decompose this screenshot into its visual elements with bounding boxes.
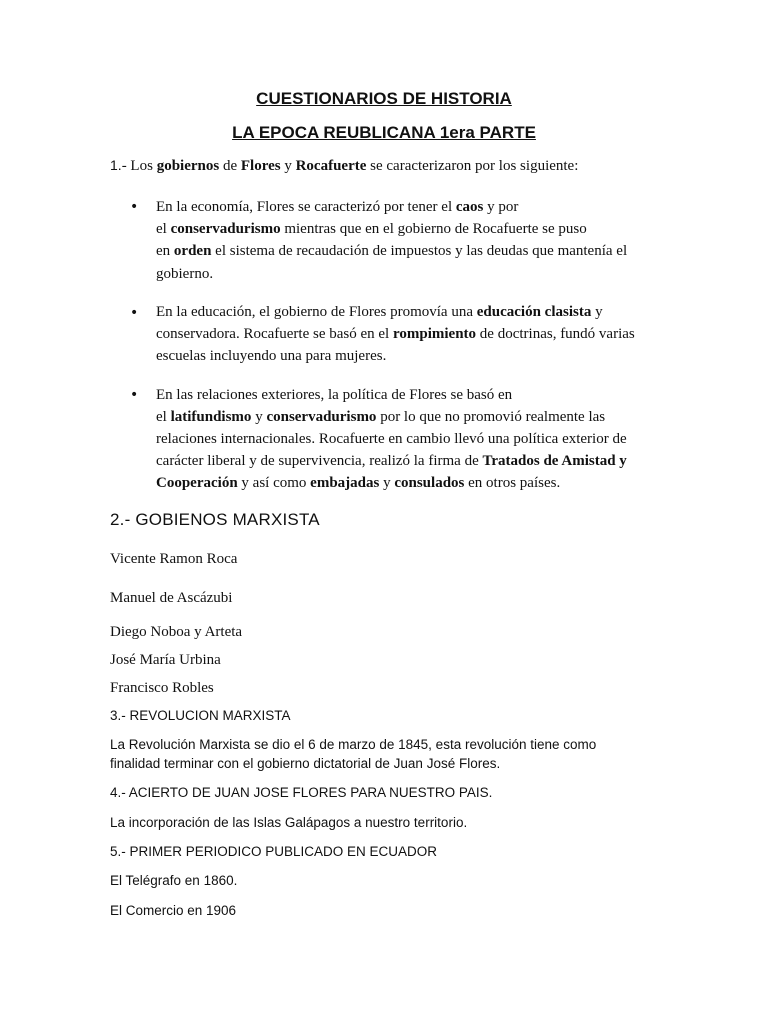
- bold-term: Rocafuerte: [295, 158, 367, 174]
- question-4-heading: 4.- ACIERTO DE JUAN JOSE FLORES PARA NUESTRO PAIS.: [110, 785, 493, 800]
- text-line: En las relaciones exteriores, la política de Flores se basó en: [156, 387, 513, 403]
- bold-term: Flores: [240, 158, 281, 174]
- name-item: Manuel de Ascázubi: [110, 590, 233, 606]
- text-run: mientras que en el gobierno de Rocafuerte se puso: [280, 221, 587, 237]
- text-run: conservadora. Rocafuerte se basó en el: [156, 326, 393, 342]
- bold-term: Cooperación: [156, 475, 238, 491]
- text-line: [156, 472, 560, 494]
- text-line: [156, 301, 603, 323]
- question-5-heading: 5.- PRIMER PERIODICO PUBLICADO EN ECUADOR: [110, 844, 438, 859]
- bold-term: consulados: [394, 475, 465, 491]
- text-run: y: [379, 475, 395, 491]
- text-run: de: [219, 158, 241, 174]
- question-number: 1.: [110, 157, 122, 173]
- name-item: Diego Noboa y Arteta: [110, 624, 243, 640]
- bold-term: conservadurismo: [170, 221, 281, 237]
- question-2-heading: 2.- GOBIENOS MARXISTA: [110, 510, 320, 529]
- text-run: se caracterizaron por los siguiente:: [366, 158, 579, 174]
- bold-term: rompimiento: [392, 326, 477, 342]
- text-line: [156, 323, 635, 345]
- text-line: [156, 218, 587, 240]
- text-line: relaciones internacionales. Rocafuerte en cambio llevó una política exterior de: [156, 431, 627, 447]
- bold-term: conservadurismo: [266, 409, 377, 425]
- text-line: escuelas incluyendo una para mujeres.: [156, 348, 387, 364]
- text-run: y: [251, 409, 267, 425]
- answer-4: La incorporación de las Islas Galápagos a nuestro territorio.: [110, 815, 468, 830]
- answer-5-item: El Telégrafo en 1860.: [110, 873, 238, 888]
- bold-term: caos: [455, 199, 484, 215]
- text-run: En la economía, Flores se caracterizó por tener el: [156, 199, 456, 215]
- text-run: En la educación, el gobierno de Flores promovía una: [156, 304, 477, 320]
- answer-3-line: finalidad terminar con el gobierno dictatorial de Juan José Flores.: [110, 756, 501, 771]
- question-3-heading: 3.- REVOLUCION MARXISTA: [110, 708, 291, 723]
- bold-term: latifundismo: [170, 409, 252, 425]
- text-run: en: [156, 243, 174, 259]
- bullet-icon: •: [130, 305, 139, 321]
- bold-term: embajadas: [310, 475, 380, 491]
- text-run: en otros países.: [464, 475, 561, 491]
- text-line: [156, 240, 627, 262]
- text-run: el: [156, 409, 171, 425]
- text-run: por lo que no promovió realmente las: [376, 409, 606, 425]
- text-line: [156, 450, 627, 472]
- text-run: el sistema de recaudación de impuestos y las deudas que mantenía el: [211, 243, 628, 259]
- text-run: y así como: [237, 475, 311, 491]
- bullet-icon: •: [130, 387, 139, 403]
- name-item: Francisco Robles: [110, 680, 214, 696]
- bold-term: Tratados de Amistad y: [482, 453, 627, 469]
- text-line: gobierno.: [156, 266, 214, 282]
- text-run: y por: [483, 199, 519, 215]
- answer-5-item: El Comercio en 1906: [110, 903, 237, 918]
- text-run: - Los: [121, 158, 157, 174]
- text-line: [156, 196, 518, 218]
- name-item: Vicente Ramon Roca: [110, 551, 238, 567]
- bold-term: educación clasista: [476, 304, 592, 320]
- bold-term: gobiernos: [156, 158, 220, 174]
- text-run: carácter liberal y de supervivencia, realizó la firma de: [156, 453, 483, 469]
- document-subtitle: LA EPOCA REUBLICANA 1era PARTE: [232, 123, 536, 142]
- bold-term: orden: [173, 243, 212, 259]
- bullet-icon: •: [130, 199, 139, 215]
- text-run: y: [591, 304, 603, 320]
- text-run: de doctrinas, fundó varias: [476, 326, 635, 342]
- text-run: y: [280, 158, 296, 174]
- name-item: José María Urbina: [110, 652, 221, 668]
- question-1: [110, 157, 578, 175]
- answer-3-line: La Revolución Marxista se dio el 6 de marzo de 1845, esta revolución tiene como: [110, 737, 597, 752]
- text-run: el: [156, 221, 171, 237]
- text-line: [156, 406, 605, 428]
- document-title: CUESTIONARIOS DE HISTORIA: [256, 89, 512, 108]
